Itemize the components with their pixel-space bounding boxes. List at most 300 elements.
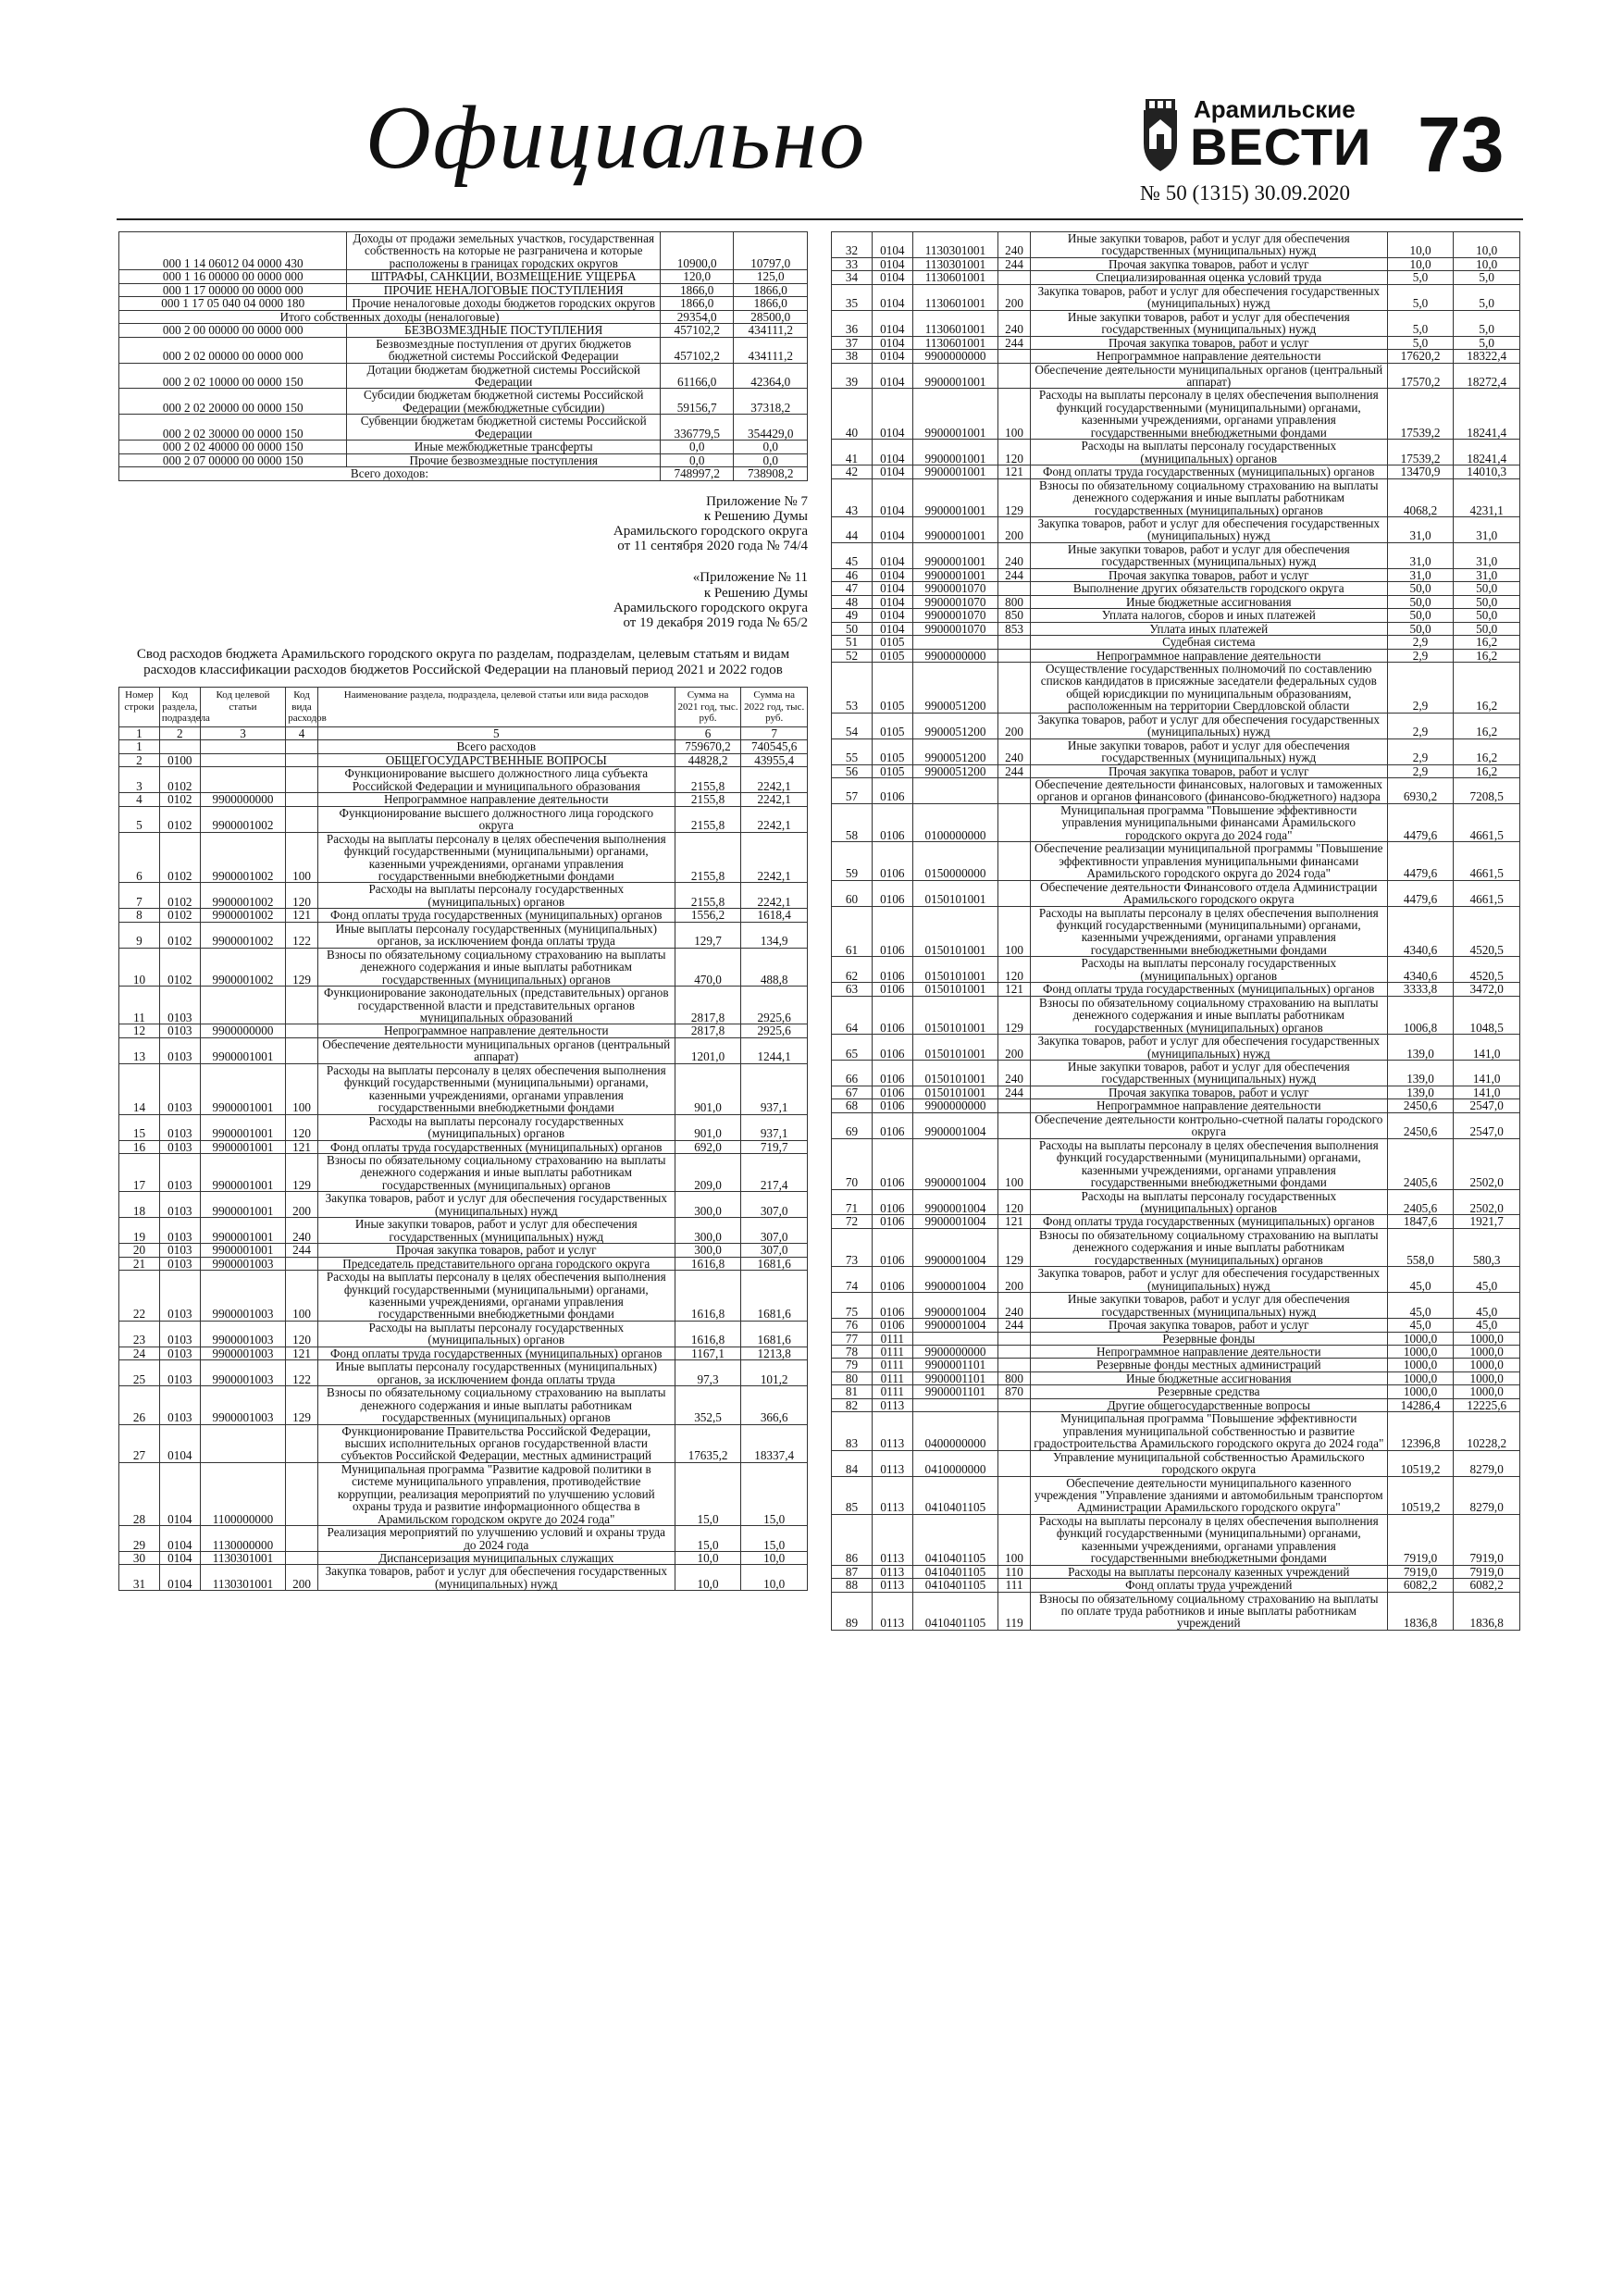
expense-type: 200: [286, 1565, 318, 1591]
expense-row: [832, 516, 1520, 542]
expense-type: [286, 767, 318, 793]
revenue-y2022: 434111,2: [734, 324, 808, 337]
revenue-name: Прочие безвозмездные поступления: [347, 453, 660, 466]
item-name: Фонд оплаты труда государственных (муниципальных) органов: [317, 1347, 675, 1359]
sum-2022: 50,0: [1454, 609, 1520, 622]
expense-type: 244: [286, 1244, 318, 1257]
item-name: Уплата налогов, сборов и иных платежей: [1030, 609, 1387, 622]
sum-2022: 16,2: [1454, 649, 1520, 662]
section-code: 0106: [872, 1189, 912, 1215]
expense-row: [119, 1192, 808, 1218]
item-name: Фонд оплаты труда государственных (муниципальных) органов: [1030, 983, 1387, 996]
target-code: 9900001001: [200, 1218, 285, 1244]
sum-2022: 2502,0: [1454, 1138, 1520, 1189]
sum-2021: 13470,9: [1387, 465, 1454, 478]
sum-2021: 5,0: [1387, 310, 1454, 336]
expense-row: [119, 1244, 808, 1257]
section-code: 0104: [872, 257, 912, 270]
expense-row: [832, 1592, 1520, 1630]
expense-type: 120: [998, 1189, 1031, 1215]
section-code: 0102: [159, 948, 200, 986]
target-code: 1130601001: [912, 271, 997, 284]
target-code: 0410401105: [912, 1565, 997, 1578]
expense-row: [832, 1215, 1520, 1228]
item-name: Закупка товаров, работ и услуг для обеспечения государственных (муниципальных) нужд: [317, 1192, 675, 1218]
expense-row: [832, 1319, 1520, 1332]
target-code: 9900001070: [912, 609, 997, 622]
sum-2021: 2,9: [1387, 662, 1454, 713]
expense-row: [832, 336, 1520, 349]
section-code: 0113: [872, 1565, 912, 1578]
row-number: 62: [832, 957, 873, 983]
sum-2021: 2,9: [1387, 713, 1454, 738]
sum-2022: 45,0: [1454, 1319, 1520, 1332]
sum-2021: 352,5: [675, 1386, 741, 1424]
sum-2022: 1681,6: [741, 1321, 808, 1347]
sum-2021: 6930,2: [1387, 778, 1454, 804]
expense-type: [286, 1552, 318, 1565]
section-code: 0102: [159, 832, 200, 883]
target-code: 9900051200: [912, 662, 997, 713]
item-name: Расходы на выплаты персоналу в целях обеспечения выполнения функций государственными (муниципальными) органами, казенными учреждениями, органами управления государственными внебюджетными фондами: [1030, 906, 1387, 957]
expense-table-continued: [831, 231, 1520, 1631]
target-code: 0410401105: [912, 1579, 997, 1592]
section-code: 0104: [872, 336, 912, 349]
sum-2021: 50,0: [1387, 609, 1454, 622]
sum-2022: 4661,5: [1454, 880, 1520, 906]
section-code: 0104: [872, 310, 912, 336]
revenue-y2022: 10797,0: [734, 232, 808, 270]
item-name: Фонд оплаты труда государственных (муниципальных) органов: [317, 909, 675, 922]
section-code: 0106: [872, 1293, 912, 1319]
target-code: 9900001004: [912, 1138, 997, 1189]
target-code: 0410401105: [912, 1514, 997, 1565]
section-code: 0102: [159, 922, 200, 948]
item-name: Расходы на выплаты персоналу в целях обеспечения выполнения функций государственными (муниципальными) органами, казенными учреждениями, органами управления государственными внебюджетными фондами: [317, 1063, 675, 1114]
revenue-y2022: 1866,0: [734, 283, 808, 296]
expense-type: 200: [998, 1267, 1031, 1293]
expense-type: 244: [998, 764, 1031, 777]
item-name: Иные закупки товаров, работ и услуг для обеспечения государственных (муниципальных) нужд: [1030, 542, 1387, 568]
item-name: Резервные фонды: [1030, 1332, 1387, 1345]
expense-row: [832, 1267, 1520, 1293]
item-name: Иные закупки товаров, работ и услуг для обеспечения государственных (муниципальных) нужд: [317, 1218, 675, 1244]
target-code: 9900001004: [912, 1189, 997, 1215]
expense-row: [119, 1462, 808, 1525]
expense-type: [998, 636, 1031, 649]
sum-2021: 2450,6: [1387, 1112, 1454, 1138]
sum-2021: 10,0: [675, 1552, 741, 1565]
expense-row: [832, 649, 1520, 662]
revenue-code: 000 1 17 00000 00 0000 000: [119, 283, 347, 296]
header-name: Наименование раздела, подраздела, целевой статьи или вида расходов: [317, 688, 675, 727]
row-number: 89: [832, 1592, 873, 1630]
item-name: Муниципальная программа "Повышение эффективности управления муниципальными финансами Арамильского городского округа до 2024 года": [1030, 803, 1387, 841]
sum-2022: 1681,6: [741, 1257, 808, 1270]
sum-2021: 17620,2: [1387, 350, 1454, 363]
target-code: 9900001002: [200, 909, 285, 922]
revenue-row: [119, 389, 808, 415]
expense-row: [832, 232, 1520, 258]
section-code: 0106: [872, 906, 912, 957]
column-number: 5: [317, 727, 675, 740]
expense-type: [286, 793, 318, 806]
section-title: Официально: [365, 88, 867, 188]
expense-row: [832, 1099, 1520, 1112]
target-code: 9900001002: [200, 883, 285, 909]
expense-row: [832, 568, 1520, 581]
sum-2022: 5,0: [1454, 271, 1520, 284]
row-number: 43: [832, 478, 873, 516]
sum-2021: 17539,2: [1387, 389, 1454, 440]
sum-2021: 1000,0: [1387, 1359, 1454, 1371]
expense-row: [832, 906, 1520, 957]
header-sum-2022: Сумма на 2022 год, тыс. руб.: [741, 688, 808, 727]
expense-row: [119, 1424, 808, 1462]
sum-2022: 4231,1: [1454, 478, 1520, 516]
sum-2022: 10,0: [741, 1552, 808, 1565]
item-name: Иные выплаты персоналу государственных (муниципальных) органов, за исключением фонда оплаты труда: [317, 1360, 675, 1386]
row-number: 9: [119, 922, 160, 948]
expense-type: [998, 662, 1031, 713]
sum-2021: 300,0: [675, 1244, 741, 1257]
row-number: 27: [119, 1424, 160, 1462]
expense-type: 122: [286, 1360, 318, 1386]
section-code: 0106: [872, 1086, 912, 1098]
item-name: Расходы на выплаты персоналу государственных (муниципальных) органов: [1030, 440, 1387, 465]
sum-2022: 1681,6: [741, 1271, 808, 1322]
expense-row: [832, 389, 1520, 440]
item-name: Расходы на выплаты персоналу государственных (муниципальных) органов: [317, 1321, 675, 1347]
expense-type: 100: [998, 1138, 1031, 1189]
item-name: Судебная система: [1030, 636, 1387, 649]
sum-2022: 2242,1: [741, 767, 808, 793]
section-code: 0103: [159, 1114, 200, 1140]
expense-row: [832, 842, 1520, 880]
item-name: Диспансеризация муниципальных служащих: [317, 1552, 675, 1565]
expense-type: 800: [998, 595, 1031, 608]
row-number: 25: [119, 1360, 160, 1386]
target-code: 0400000000: [912, 1412, 997, 1450]
expense-row: [119, 1386, 808, 1424]
section-code: 0103: [159, 1140, 200, 1153]
item-name: Расходы на выплаты персоналу в целях обеспечения выполнения функций государственными (муниципальными) органами, казенными учреждениями, органами управления государственными внебюджетными фондами: [1030, 1138, 1387, 1189]
row-number: 45: [832, 542, 873, 568]
expense-row: [119, 806, 808, 832]
expense-row: [119, 1360, 808, 1386]
appendix-quote-line: «Приложение № 11: [692, 570, 808, 586]
sum-2021: 139,0: [1387, 1061, 1454, 1086]
expense-row: [119, 1153, 808, 1191]
row-number: 23: [119, 1321, 160, 1347]
row-number: 53: [832, 662, 873, 713]
section-code: 0104: [872, 595, 912, 608]
target-code: 1100000000: [200, 1462, 285, 1525]
target-code: 0410401105: [912, 1476, 997, 1514]
section-code: 0103: [159, 1360, 200, 1386]
item-name: Обеспечение деятельности муниципального казенного учреждения "Управление зданиями и автомобильным транспортом Администрации Арамильского городского округа": [1030, 1476, 1387, 1514]
row-number: 69: [832, 1112, 873, 1138]
expense-type: 120: [998, 440, 1031, 465]
sum-2021: 3333,8: [1387, 983, 1454, 996]
sum-2022: 50,0: [1454, 582, 1520, 595]
expense-row: [832, 363, 1520, 389]
header-row-number: Номер строки: [119, 688, 160, 727]
row-number: 13: [119, 1037, 160, 1063]
sum-2022: 2502,0: [1454, 1189, 1520, 1215]
target-code: 1130601001: [912, 336, 997, 349]
expense-type: 244: [998, 568, 1031, 581]
expense-row: [832, 738, 1520, 764]
sum-2022: 740545,6: [741, 740, 808, 753]
item-name: Закупка товаров, работ и услуг для обеспечения государственных (муниципальных) нужд: [1030, 1035, 1387, 1061]
section-code: 0104: [872, 271, 912, 284]
sum-2021: 1000,0: [1387, 1332, 1454, 1345]
expense-row: [832, 350, 1520, 363]
row-number: 58: [832, 803, 873, 841]
expense-type: [998, 1112, 1031, 1138]
row-number: 77: [832, 1332, 873, 1345]
section-code: 0106: [872, 1035, 912, 1061]
expense-row: [119, 922, 808, 948]
expense-type: [998, 803, 1031, 841]
item-name: Иные закупки товаров, работ и услуг для обеспечения государственных (муниципальных) нужд: [1030, 738, 1387, 764]
item-name: Закупка товаров, работ и услуг для обеспечения государственных (муниципальных) нужд: [1030, 516, 1387, 542]
revenue-row: [119, 324, 808, 337]
section-code: 0106: [872, 1138, 912, 1189]
row-number: 44: [832, 516, 873, 542]
expense-type: 100: [998, 1514, 1031, 1565]
section-code: 0102: [159, 767, 200, 793]
item-name: Обеспечение деятельности финансовых, налоговых и таможенных органов и органов финансового (финансово-бюджетного) надзора: [1030, 778, 1387, 804]
sum-2021: 139,0: [1387, 1086, 1454, 1098]
revenue-name: Безвозмездные поступления от других бюджетов бюджетной системы Российской Федерации: [347, 337, 660, 363]
target-code: [912, 778, 997, 804]
section-code: 0104: [872, 582, 912, 595]
row-number: 2: [119, 753, 160, 766]
row-number: 34: [832, 271, 873, 284]
row-number: 71: [832, 1189, 873, 1215]
item-name: Расходы на выплаты персоналу в целях обеспечения выполнения функций государственными (муниципальными) органами, казенными учреждениями, органами управления государственными внебюджетными фондами: [1030, 389, 1387, 440]
item-name: Выполнение других обязательств городского округа: [1030, 582, 1387, 595]
target-code: 1130000000: [200, 1526, 285, 1552]
sum-2022: 307,0: [741, 1218, 808, 1244]
sum-2021: 10,0: [1387, 232, 1454, 258]
row-number: 18: [119, 1192, 160, 1218]
revenue-row: [119, 297, 808, 310]
revenue-code: 000 2 02 20000 00 0000 150: [119, 389, 347, 415]
row-number: 5: [119, 806, 160, 832]
revenue-y2021: 0,0: [660, 453, 734, 466]
row-number: 22: [119, 1271, 160, 1322]
sum-2021: 12396,8: [1387, 1412, 1454, 1450]
expense-row: [119, 909, 808, 922]
row-number: 14: [119, 1063, 160, 1114]
expense-type: 121: [998, 983, 1031, 996]
item-name: Расходы на выплаты персоналу в целях обеспечения выполнения функций государственными (муниципальными) органами, казенными учреждениями, органами управления государственными внебюджетными фондами: [1030, 1514, 1387, 1565]
section-code: 0105: [872, 713, 912, 738]
sum-2021: 1201,0: [675, 1037, 741, 1063]
expense-type: 244: [998, 1319, 1031, 1332]
row-number: 15: [119, 1114, 160, 1140]
expense-row: [119, 1347, 808, 1359]
section-code: 0104: [872, 478, 912, 516]
sum-2022: 45,0: [1454, 1293, 1520, 1319]
target-code: 0150101001: [912, 906, 997, 957]
sum-2021: 45,0: [1387, 1293, 1454, 1319]
sum-2022: 18272,4: [1454, 363, 1520, 389]
appendix-quote-line: к Решению Думы: [703, 585, 808, 601]
section-code: 0106: [872, 778, 912, 804]
item-name: Фонд оплаты труда государственных (муниципальных) органов: [1030, 465, 1387, 478]
sum-2021: 2,9: [1387, 649, 1454, 662]
item-name: Расходы на выплаты персоналу в целях обеспечения выполнения функций государственными (муниципальными) органами, казенными учреждениями, органами управления государственными внебюджетными фондами: [317, 1271, 675, 1322]
sum-2021: 2405,6: [1387, 1189, 1454, 1215]
sum-2022: 2242,1: [741, 832, 808, 883]
expense-type: 121: [286, 909, 318, 922]
target-code: 9900001001: [200, 1140, 285, 1153]
item-name: Иные закупки товаров, работ и услуг для обеспечения государственных (муниципальных) нужд: [1030, 1061, 1387, 1086]
row-number: 56: [832, 764, 873, 777]
sum-2022: 1921,7: [1454, 1215, 1520, 1228]
expense-row: [832, 1035, 1520, 1061]
target-code: 9900001001: [200, 1037, 285, 1063]
revenue-code: 000 2 02 40000 00 0000 150: [119, 441, 347, 453]
item-name: Непрограммное направление деятельности: [1030, 350, 1387, 363]
target-code: 9900001004: [912, 1112, 997, 1138]
row-number: 78: [832, 1345, 873, 1358]
target-code: 9900001070: [912, 622, 997, 635]
item-name: Осуществление государственных полномочий по составлению списков кандидатов в присяжные заседатели федеральных судов общей юрисдикции по муниципальным образованиям, расположенным на территории Свердловской области: [1030, 662, 1387, 713]
expense-type: [286, 1462, 318, 1525]
expense-type: 120: [998, 957, 1031, 983]
expense-row: [832, 257, 1520, 270]
sum-2022: 5,0: [1454, 336, 1520, 349]
row-number: 10: [119, 948, 160, 986]
row-number: 82: [832, 1398, 873, 1411]
revenue-row: [119, 363, 808, 389]
section-code: 0113: [872, 1579, 912, 1592]
expense-row: [832, 582, 1520, 595]
expense-type: 240: [998, 1293, 1031, 1319]
sum-2022: 307,0: [741, 1244, 808, 1257]
revenue-name: Доходы от продажи земельных участков, государственная собственность на которые не разграничена и которые расположены в границах городских округов: [347, 232, 660, 270]
sum-2021: 129,7: [675, 922, 741, 948]
expense-table-title: Свод расходов бюджета Арамильского городского округа по разделам, подразделам, целевым статьям и видам расходов классификации расходов бюджетов Российской Федерации на плановый период 2021 и 2022 годов: [136, 647, 790, 677]
expense-row: [119, 1565, 808, 1591]
sum-2022: 2547,0: [1454, 1112, 1520, 1138]
row-number: 66: [832, 1061, 873, 1086]
sum-2022: 5,0: [1454, 284, 1520, 310]
expense-row: [832, 1112, 1520, 1138]
column-number-row: [119, 727, 808, 740]
sum-2021: 1000,0: [1387, 1345, 1454, 1358]
expense-type: 200: [998, 284, 1031, 310]
sum-2021: 10,0: [675, 1565, 741, 1591]
section-code: 0111: [872, 1385, 912, 1398]
sum-2021: 2405,6: [1387, 1138, 1454, 1189]
page-number: 73: [1418, 101, 1505, 188]
row-number: 88: [832, 1579, 873, 1592]
column-number: 3: [200, 727, 285, 740]
revenue-row: [119, 441, 808, 453]
item-name: Взносы по обязательному социальному страхованию на выплаты денежного содержания и иные выплаты работникам государственных (муниципальных) органов: [317, 1153, 675, 1191]
row-number: 84: [832, 1450, 873, 1476]
item-name: Взносы по обязательному социальному страхованию на выплаты денежного содержания и иные выплаты работникам государственных (муниципальных) органов: [317, 1386, 675, 1424]
sum-2021: 2817,8: [675, 1024, 741, 1037]
expense-type: [998, 1359, 1031, 1371]
expense-row: [832, 957, 1520, 983]
item-name: Прочая закупка товаров, работ и услуг: [317, 1244, 675, 1257]
row-number: 83: [832, 1412, 873, 1450]
target-code: [200, 740, 285, 753]
target-code: 0410000000: [912, 1450, 997, 1476]
section-code: 0105: [872, 649, 912, 662]
header-sum-2021: Сумма на 2021 год, тыс. руб.: [675, 688, 741, 727]
revenue-y2021: 1866,0: [660, 283, 734, 296]
expense-type: [286, 1424, 318, 1462]
row-number: 46: [832, 568, 873, 581]
item-name: Расходы на выплаты персоналу государственных (муниципальных) органов: [317, 883, 675, 909]
target-code: 9900001101: [912, 1359, 997, 1371]
revenue-y2021: 10900,0: [660, 232, 734, 270]
expense-type: [998, 649, 1031, 662]
target-code: 0410401105: [912, 1592, 997, 1630]
row-number: 59: [832, 842, 873, 880]
sum-2021: 1616,8: [675, 1257, 741, 1270]
target-code: 1130301001: [200, 1552, 285, 1565]
revenue-name: Всего доходов:: [119, 467, 661, 480]
row-number: 40: [832, 389, 873, 440]
expense-type: 240: [998, 738, 1031, 764]
row-number: 16: [119, 1140, 160, 1153]
sum-2022: 18241,4: [1454, 389, 1520, 440]
expense-type: [998, 1345, 1031, 1358]
target-code: 1130601001: [912, 310, 997, 336]
sum-2021: 1000,0: [1387, 1371, 1454, 1384]
expense-type: [286, 1024, 318, 1037]
brand-line-2: ВЕСТИ: [1190, 118, 1372, 176]
item-name: Реализация мероприятий по улучшению условий и охраны труда до 2024 года: [317, 1526, 675, 1552]
column-number: 2: [159, 727, 200, 740]
row-number: 60: [832, 880, 873, 906]
item-name: ОБЩЕГОСУДАРСТВЕННЫЕ ВОПРОСЫ: [317, 753, 675, 766]
brand-line-1: Арамильские: [1194, 95, 1356, 123]
sum-2021: 1006,8: [1387, 996, 1454, 1034]
revenue-y2022: 42364,0: [734, 363, 808, 389]
item-name: Функционирование высшего должностного лица субъекта Российской Федерации и муниципального образования: [317, 767, 675, 793]
expense-type: [998, 1398, 1031, 1411]
sum-2021: 17635,2: [675, 1424, 741, 1462]
expense-row: [832, 1398, 1520, 1411]
target-code: 0150101001: [912, 1035, 997, 1061]
section-code: 0104: [872, 350, 912, 363]
target-code: 9900001001: [912, 542, 997, 568]
section-code: [159, 740, 200, 753]
expense-row: [119, 1114, 808, 1140]
target-code: 9900001001: [912, 363, 997, 389]
expense-row: [119, 1037, 808, 1063]
item-name: Обеспечение реализации муниципальной программы "Повышение эффективности управления муниципальными финансами Арамильского городского округа до 2024 года": [1030, 842, 1387, 880]
sum-2022: 7208,5: [1454, 778, 1520, 804]
sum-2022: 217,4: [741, 1153, 808, 1191]
target-code: [912, 636, 997, 649]
item-name: Расходы на выплаты персоналу в целях обеспечения выполнения функций государственными (муниципальными) органами, казенными учреждениями, органами управления государственными внебюджетными фондами: [317, 832, 675, 883]
masthead: [0, 0, 1623, 227]
section-code: 0103: [159, 1024, 200, 1037]
item-name: Непрограммное направление деятельности: [1030, 1099, 1387, 1112]
target-code: 9900001004: [912, 1267, 997, 1293]
